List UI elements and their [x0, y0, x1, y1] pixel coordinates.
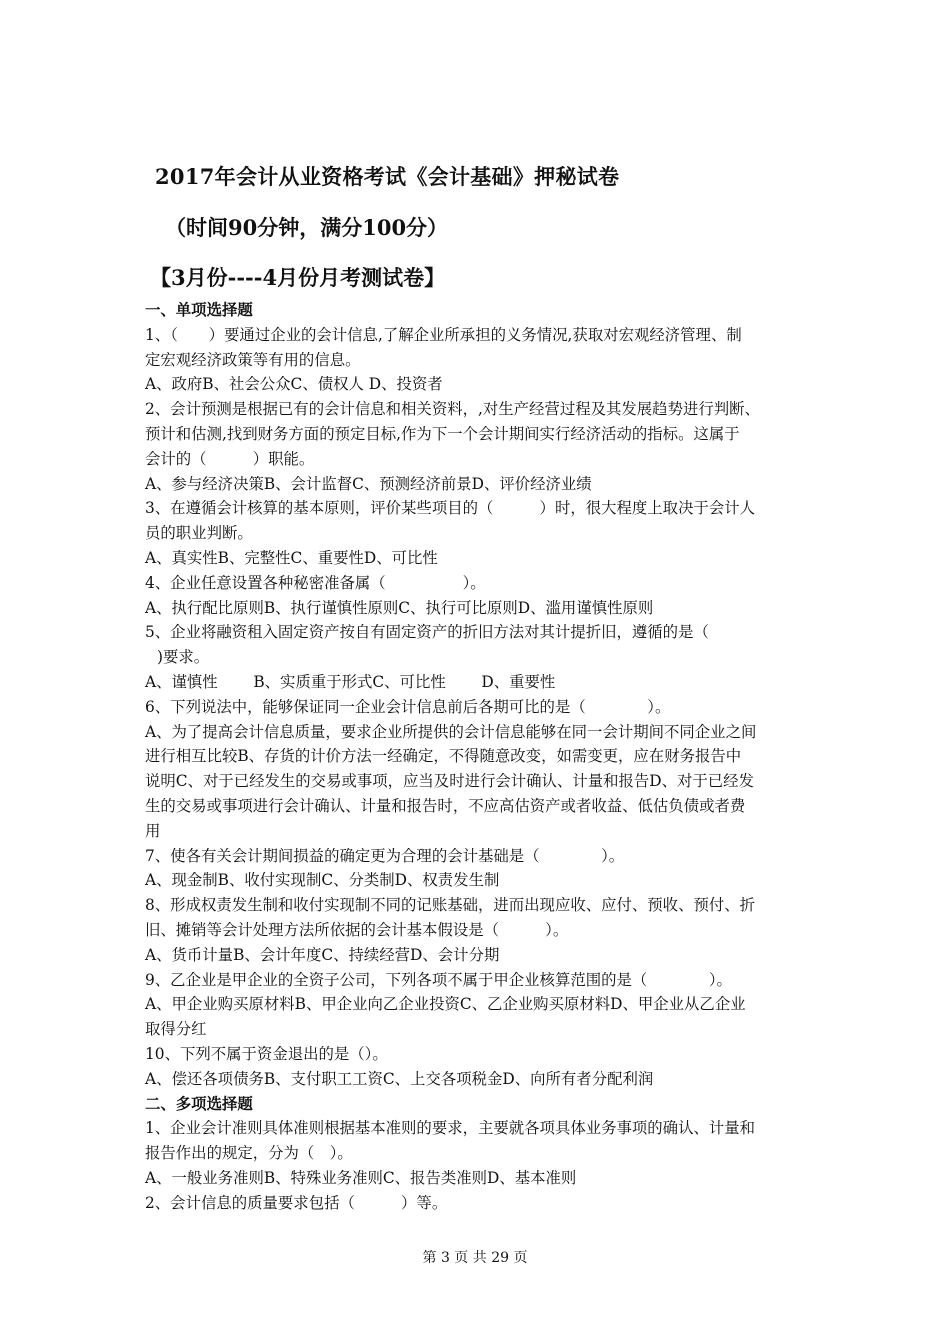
text-line: A、真实性B、完整性C、重要性D、可比性 — [145, 548, 438, 567]
text-line: A、一般业务准则B、特殊业务准则C、报告类准则D、基本准则 — [145, 1168, 577, 1187]
text-line: A、为了提高会计信息质量，要求企业所提供的会计信息能够在同一会计期间不同企业之间 — [145, 722, 757, 741]
text-line: 旧、摊销等会计处理方法所依据的会计基本假设是（ ）。 — [145, 920, 569, 939]
text-line: 4、企业任意设置各种秘密准备属（ ）。 — [145, 573, 486, 592]
text-line: 说明C、对于已经发生的交易或事项，应当及时进行会计确认、计量和报告D、对于已经发 — [145, 772, 754, 791]
text-line: 1、（ ）要通过企业的会计信息,了解企业所承担的义务情况,获取对宏观经济管理、制 — [145, 325, 742, 344]
text-line: A、政府B、社会公众C、债权人 D、投资者 — [145, 375, 443, 394]
text-line: 8、形成权责发生制和收付实现制不同的记账基础，进而出现应收、应付、预收、预付、折 — [145, 896, 756, 915]
text-line: 进行相互比较B、存货的计价方法一经确定，不得随意改变，如需变更，应在财务报告中 — [145, 747, 742, 766]
text-line: 报告作出的规定，分为（ ）。 — [145, 1144, 353, 1163]
exam-period-label: 【3月份----4月份月考测试卷】 — [150, 265, 446, 290]
text-line: 2、会计信息的质量要求包括（ ）等。 — [145, 1193, 448, 1212]
text-line: 预计和估测,找到财务方面的预定目标,作为下一个会计期间实行经济活动的指标。这属于 — [145, 424, 740, 443]
document-title: 2017年会计从业资格考试《会计基础》押秘试卷 — [155, 164, 620, 189]
text-line: 2、会计预测是根据已有的会计信息和相关资料，,对生产经营过程及其发展趋势进行判断、 — [145, 400, 760, 419]
page-footer: 第 3 页 共 29 页 — [422, 1250, 528, 1266]
text-line: 9、乙企业是甲企业的全资子公司，下列各项不属于甲企业核算范围的是（ ）。 — [145, 970, 732, 989]
document-subtitle: （时间90分钟，满分100分） — [165, 215, 449, 240]
text-line: A、执行配比原则B、执行谨慎性原则C、执行可比原则D、滥用谨慎性原则 — [145, 598, 654, 617]
text-line: 6、下列说法中，能够保证同一企业会计信息前后各期可比的是（ ）。 — [145, 697, 671, 716]
text-line: 取得分红 — [145, 1020, 207, 1039]
text-line: 5、企业将融资租入固定资产按自有固定资产的折旧方法对其计提折旧，遵循的是（ — [145, 623, 709, 642]
text-line: 定宏观经济政策等有用的信息。 — [145, 350, 361, 369]
text-line: 7、使各有关会计期间损益的确定更为合理的会计基础是（ ）。 — [145, 846, 625, 865]
text-line: 员的职业判断。 — [145, 524, 253, 543]
text-line: 10、下列不属于资金退出的是（）。 — [145, 1044, 388, 1063]
text-line: A、谨慎性 B、实质重于形式C、可比性 D、重要性 — [145, 672, 556, 691]
text-line: 用 — [145, 821, 161, 840]
section-heading: 二、多项选择题 — [145, 1094, 253, 1113]
text-line: )要求。 — [157, 648, 210, 667]
text-line: A、货币计量B、会计年度C、持续经营D、会计分期 — [145, 945, 500, 964]
text-line: A、甲企业购买原材料B、甲企业向乙企业投资C、乙企业购买原材料D、甲企业从乙企业 — [145, 995, 746, 1014]
text-line: 会计的（ ）职能。 — [145, 449, 315, 468]
text-line: A、参与经济决策B、会计监督C、预测经济前景D、评价经济业绩 — [145, 474, 592, 493]
section-heading: 一、单项选择题 — [145, 301, 253, 319]
text-line: A、现金制B、收付实现制C、分类制D、权责发生制 — [145, 871, 500, 890]
text-line: 1、企业会计准则具体准则根据基本准则的要求，主要就各项具体业务事项的确认、计量和 — [145, 1119, 756, 1138]
question-body — [145, 298, 815, 1215]
text-line: A、偿还各项债务B、支付职工工资C、上交各项税金D、向所有者分配利润 — [145, 1069, 654, 1088]
text-line: 生的交易或事项进行会计确认、计量和报告时，不应高估资产或者收益、低估负债或者费 — [145, 796, 746, 815]
text-line: 3、在遵循会计核算的基本原则，评价某些项目的（ ）时，很大程度上取决于会计人 — [145, 499, 756, 518]
